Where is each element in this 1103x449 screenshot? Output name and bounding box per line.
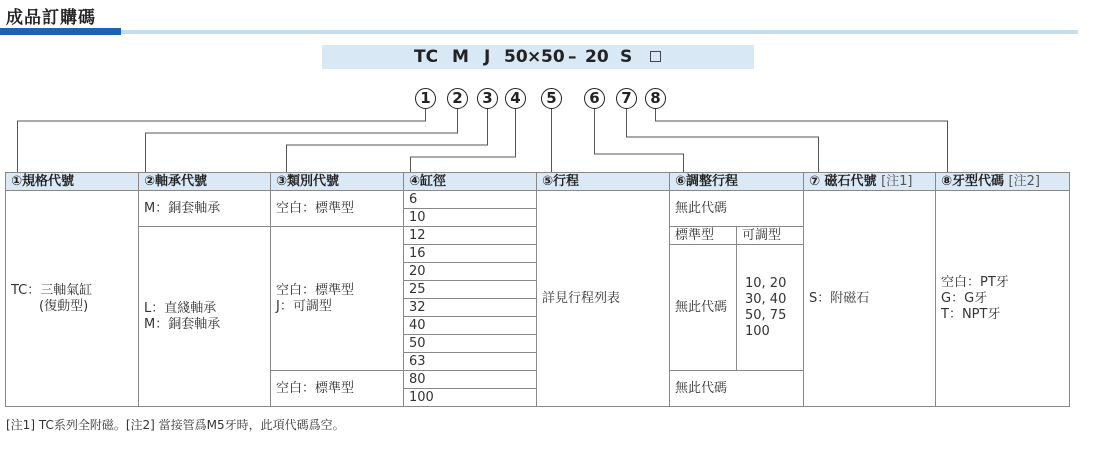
connector-1	[18, 109, 426, 172]
spec-code-cell	[6, 191, 139, 407]
circle-number-3: 3	[477, 88, 498, 109]
code-part-type: J	[484, 47, 491, 67]
code-part-series: TC	[414, 47, 439, 67]
circle-number-7: 7	[616, 88, 637, 109]
bore-value: 25	[404, 281, 537, 299]
header-thread-label: ⑧牙型代碼	[941, 173, 1005, 189]
connector-6	[595, 109, 684, 172]
adjust-none-top: 無此代碼	[670, 191, 804, 227]
circle-number-6: 6	[584, 88, 605, 109]
code-part-times: ×	[527, 47, 542, 67]
circle-number-4: 4	[505, 88, 526, 109]
circle-number-5: 5	[541, 88, 562, 109]
footnote: [注1] TC系列全附磁。[注2] 當接管爲M5牙時，此項代碼爲空。	[6, 418, 345, 432]
bearing-code-copper-2: M：銅套軸承	[144, 316, 221, 332]
type-code-standard-2: 空白：標準型	[276, 282, 355, 298]
adjust-subheader-standard: 標準型	[670, 227, 737, 245]
type-code-standard-3: 空白：標準型	[271, 371, 404, 407]
adjust-none-mid: 無此代碼	[670, 245, 737, 371]
code-part-bearing: M	[452, 47, 469, 67]
adjust-value: 100	[745, 323, 770, 339]
code-part-dash: –	[568, 47, 577, 67]
type-code-adjustable: J：可調型	[276, 298, 332, 314]
adjust-none-bottom: 無此代碼	[670, 371, 804, 407]
code-part-bore: 50	[504, 47, 528, 67]
adjust-values-cell	[737, 245, 804, 371]
spec-code-line1: TC：三軸氣缸	[11, 282, 93, 298]
header-stroke: ⑤行程	[537, 173, 670, 191]
header-adjust-stroke: ⑥調整行程	[670, 173, 804, 191]
bearing-code-linear-copper	[139, 227, 271, 407]
table-row	[6, 191, 1070, 209]
bore-value: 16	[404, 245, 537, 263]
adjust-value: 50, 75	[745, 307, 787, 323]
adjust-value: 10, 20	[745, 275, 787, 291]
header-magnet-note: [注1]	[881, 173, 913, 189]
bore-value: 40	[404, 317, 537, 335]
connector-8	[656, 109, 948, 172]
header-magnet-code	[804, 173, 936, 191]
bore-value: 100	[404, 389, 537, 407]
bearing-code-copper: M：銅套軸承	[139, 191, 271, 227]
table-header-row	[6, 173, 1070, 191]
code-part-adjust: 20	[585, 47, 609, 67]
page-title: 成品訂購碼	[6, 8, 96, 28]
header-magnet-label: ⑦ 磁石代號	[809, 173, 877, 189]
code-part-stroke: 50	[541, 47, 565, 67]
stroke-cell: 詳見行程列表	[537, 191, 670, 407]
bearing-code-linear: L：直綫軸承	[144, 300, 217, 316]
adjust-value: 30, 40	[745, 291, 787, 307]
header-spec-code: ①規格代號	[6, 173, 139, 191]
bore-value: 50	[404, 335, 537, 353]
bore-value: 32	[404, 299, 537, 317]
header-bore: ④缸徑	[404, 173, 537, 191]
spec-code-line2: (復動型)	[39, 298, 89, 314]
bore-value: 20	[404, 263, 537, 281]
bore-value: 63	[404, 353, 537, 371]
bore-value: 12	[404, 227, 537, 245]
thread-line2: G：G牙	[941, 290, 988, 306]
thread-cell	[936, 191, 1070, 407]
circle-number-1: 1	[415, 88, 436, 109]
type-code-standard-1: 空白：標準型	[271, 191, 404, 227]
adjust-subheader-adjustable: 可調型	[737, 227, 804, 245]
bore-value: 6	[404, 191, 537, 209]
bore-value: 10	[404, 209, 537, 227]
thread-line3: T：NPT牙	[941, 306, 1001, 322]
bore-value: 80	[404, 371, 537, 389]
order-code-table	[5, 172, 1070, 407]
type-code-standard-adjustable	[271, 227, 404, 371]
thread-line1: 空白：PT牙	[941, 274, 1009, 290]
header-bearing-code: ②軸承代號	[139, 173, 271, 191]
header-thread-note: [注2]	[1008, 173, 1040, 189]
circle-number-2: 2	[447, 88, 468, 109]
connector-4	[411, 109, 516, 172]
magnet-cell: S：附磁石	[804, 191, 936, 407]
circle-number-8: 8	[645, 88, 666, 109]
connector-lines	[0, 0, 1103, 180]
code-part-magnet: S	[620, 47, 633, 67]
header-type-code: ③類別代號	[271, 173, 404, 191]
header-thread-code	[936, 173, 1070, 191]
